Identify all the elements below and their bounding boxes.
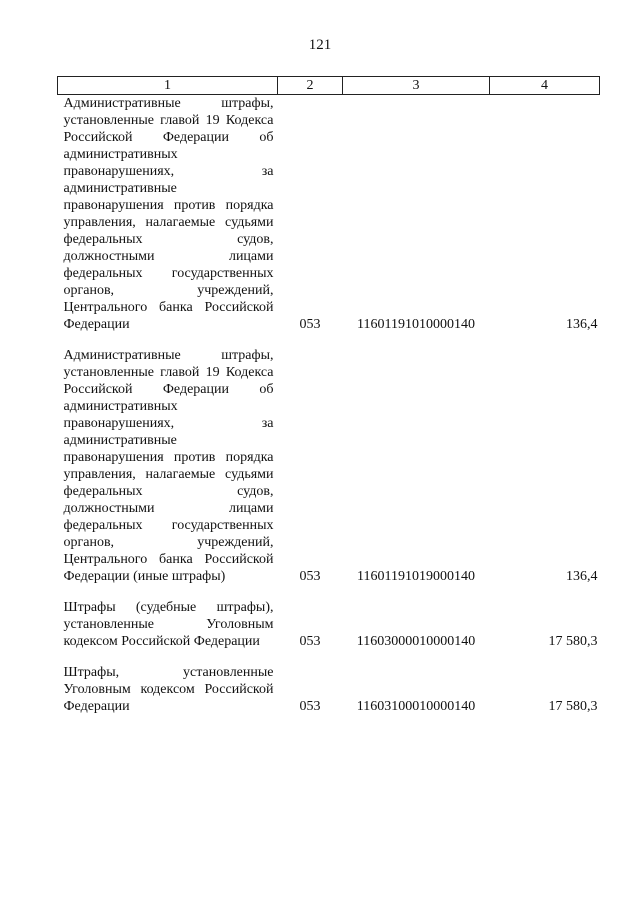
budget-table	[57, 76, 600, 715]
row-code: 053	[299, 634, 321, 649]
row-kbk: 11601191019000140	[357, 569, 475, 584]
row-code: 053	[299, 317, 321, 332]
row-amount: 136,4	[566, 317, 598, 332]
row-spacer	[58, 650, 600, 664]
row-kbk: 11603100010000140	[356, 699, 476, 714]
row-spacer	[58, 585, 600, 599]
column-header-name: 1	[58, 77, 278, 95]
row-amount: 17 580,3	[548, 634, 598, 649]
table-row	[58, 347, 600, 585]
column-header-kbk: 3	[343, 77, 490, 95]
column-header-code: 2	[278, 77, 343, 95]
row-name: Штрафы (судебные штрафы), установленные Уголовным кодексом Российской Федерации	[63, 600, 274, 649]
row-name: Административные штрафы, установленные главой 19 Кодекса Российской Федерации об административных правонарушениях, за административные правонарушения против порядка управления, налагаемые судьями федеральных судов, должностными лицами федеральных государственных органов, учреждений, Центрального банка Российской Федерации	[63, 96, 274, 332]
row-code: 053	[299, 699, 321, 714]
row-kbk: 11601191010000140	[357, 317, 475, 332]
row-name: Административные штрафы, установленные главой 19 Кодекса Российской Федерации об административных правонарушениях, за административные правонарушения против порядка управления, налагаемые судьями федеральных судов, должностными лицами федеральных государственных органов, учреждений, Центрального банка Российской Федерации (иные штрафы)	[63, 348, 274, 584]
row-spacer	[58, 333, 600, 347]
row-name: Штрафы, установленные Уголовным кодексом Российской Федерации	[63, 665, 274, 714]
column-header-amount: 4	[490, 77, 600, 95]
table-row	[58, 95, 600, 334]
table-row	[58, 599, 600, 650]
row-amount: 17 580,3	[548, 699, 598, 714]
page-number: 121	[308, 37, 332, 53]
table-header-row	[58, 77, 600, 95]
table-row	[58, 664, 600, 715]
row-kbk: 11603000010000140	[356, 634, 476, 649]
row-amount: 136,4	[566, 569, 598, 584]
row-code: 053	[299, 569, 321, 584]
